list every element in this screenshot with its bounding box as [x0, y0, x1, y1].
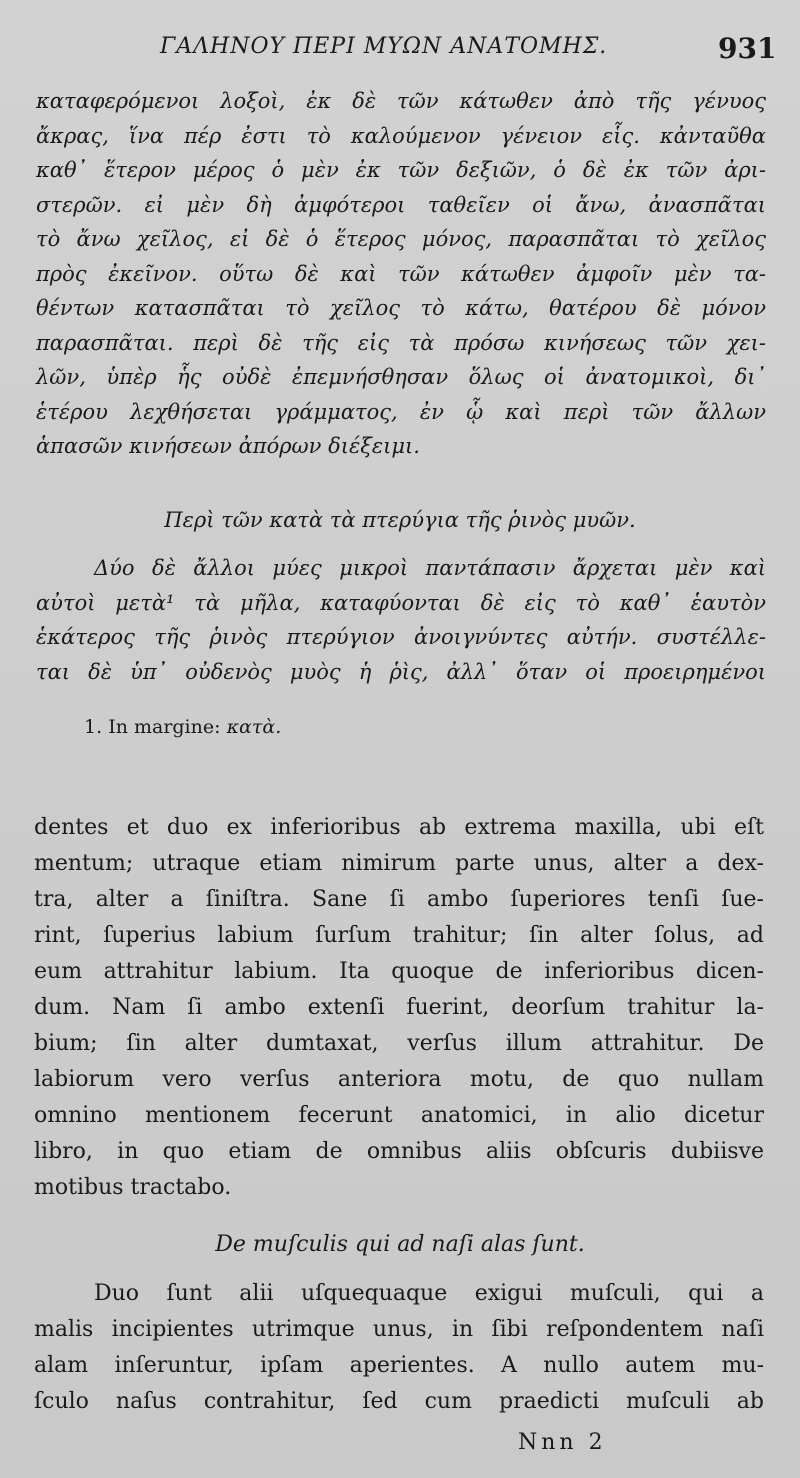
greek-line: ἑκάτερος τῆς ῥινὸς πτερύγιον ἀνοιγνύντες αὐτήν. συστέλλε-: [36, 625, 766, 649]
footnote: [84, 716, 281, 738]
greek-section-heading: Περὶ τῶν κατὰ τὰ πτερύγια τῆς ῥινὸς μυῶν.: [164, 508, 636, 532]
greek-line: Δύο δὲ ἄλλοι μύες μικροὶ παντάπασιν ἄρχεται μὲν καὶ: [94, 556, 766, 580]
latin-line: alam inſeruntur, ipſam aperientes. A nullo autem mu-: [34, 1353, 764, 1378]
latin-section-paragraph: [34, 1276, 764, 1420]
greek-line: αὐτοὶ μετὰ¹ τὰ μῆλα, καταφύονται δὲ εἰς τὸ καθ᾽ ἑαυτὸν: [36, 590, 766, 615]
latin-line: bium; ſin alter dumtaxat, verſus illum attrahitur. De: [34, 1031, 764, 1056]
greek-line: λῶν, ὑπὲρ ἧς οὐδὲ ἐπεμνήσθησαν ὅλως οἱ ἀνατομικοὶ, δι᾽: [36, 365, 766, 389]
latin-line: labiorum vero verſus anteriora motu, de quo nullam: [34, 1067, 764, 1092]
greek-line: καθ᾽ ἕτερον μέρος ὁ μὲν ἐκ τῶν δεξιῶν, ὁ δὲ ἐκ τῶν ἀρι-: [36, 158, 766, 182]
greek-line: παρασπᾶται. περὶ δὲ τῆς εἰς τὰ πρόσω κινήσεως τῶν χει-: [36, 330, 766, 355]
latin-line: dum. Nam ſi ambo extenſi fuerint, deorſum trahitur la-: [34, 995, 764, 1020]
greek-line: ἄκρας, ἵνα πέρ ἐστι τὸ καλούμενον γένειον εἷς. κἀνταῦθα: [36, 123, 766, 148]
latin-line: malis incipientes utrimque unus, in ſibi reſpondentem naſi: [34, 1317, 764, 1342]
greek-line: στερῶν. εἰ μὲν δὴ ἀμφότεροι ταθεῖεν οἱ ἄνω, ἀνασπᾶται: [36, 192, 766, 217]
latin-line: mentum; utraque etiam nimirum parte unus, alter a dex-: [34, 851, 764, 876]
latin-section-heading: De muſculis qui ad naſi alas ſunt.: [215, 1232, 585, 1257]
latin-line: dentes et duo ex inferioribus ab extrema maxilla, ubi eſt: [34, 815, 764, 840]
greek-paragraph: [36, 84, 766, 464]
greek-line: ται δὲ ὑπ᾽ οὐδενὸς μυὸς ἡ ῥὶς, ἀλλ᾽ ὅταν οἱ προειρημένοι: [36, 659, 766, 684]
latin-line: libro, in quo etiam de omnibus aliis obſcuris dubiisve: [34, 1139, 764, 1164]
latin-line: omnino mentionem fecerunt anatomici, in alio dicetur: [34, 1103, 764, 1128]
greek-section-paragraph: [36, 551, 766, 689]
greek-line: ἑτέρου λεχθήσεται γράμματος, ἐν ᾧ καὶ περὶ τῶν ἄλλων: [36, 399, 766, 424]
latin-line: eum attrahitur labium. Ita quoque de inferioribus dicen-: [34, 959, 764, 984]
latin-paragraph: [34, 810, 764, 1206]
greek-line: θέντων κατασπᾶται τὸ χεῖλος τὸ κάτω, θατέρου δὲ μόνον: [36, 296, 766, 320]
page-number: 931: [718, 32, 777, 65]
footnote-text: In margine:: [108, 716, 221, 738]
greek-line: τὸ ἄνω χεῖλος, εἰ δὲ ὁ ἕτερος μόνος, παρασπᾶται τὸ χεῖλος: [36, 227, 766, 251]
footnote-marker: 1.: [84, 716, 103, 738]
latin-line: motibus tractabo.: [34, 1175, 232, 1200]
greek-line: καταφερόμενοι λοξοὶ, ἐκ δὲ τῶν κάτωθεν ἀπὸ τῆς γένυος: [36, 89, 766, 113]
latin-line: rint, ſuperius labium ſurſum trahitur; ſin alter ſolus, ad: [34, 923, 764, 948]
running-title: ΓΑΛΗΝΟΥ ΠΕΡΙ ΜΥΩΝ ΑΝΑΤΟΜΗΣ.: [160, 34, 608, 59]
page-header: [0, 30, 800, 70]
signature-mark: Nnn 2: [518, 1430, 607, 1455]
greek-line: ἁπασῶν κινήσεων ἀπόρων διέξειμι.: [36, 434, 420, 458]
greek-line: πρὸς ἐκεῖνον. οὕτω δὲ καὶ τῶν κάτωθεν ἀμφοῖν μὲν τα-: [36, 261, 766, 286]
latin-line: Duo ſunt alii uſquequaque exigui muſculi, qui a: [94, 1281, 764, 1306]
latin-line: ſculo naſus contrahitur, ſed cum praedicti muſculi ab: [34, 1389, 764, 1414]
footnote-greek: κατὰ.: [226, 716, 282, 738]
latin-line: tra, alter a ſiniſtra. Sane ſi ambo ſuperiores tenſi ſue-: [34, 887, 764, 912]
